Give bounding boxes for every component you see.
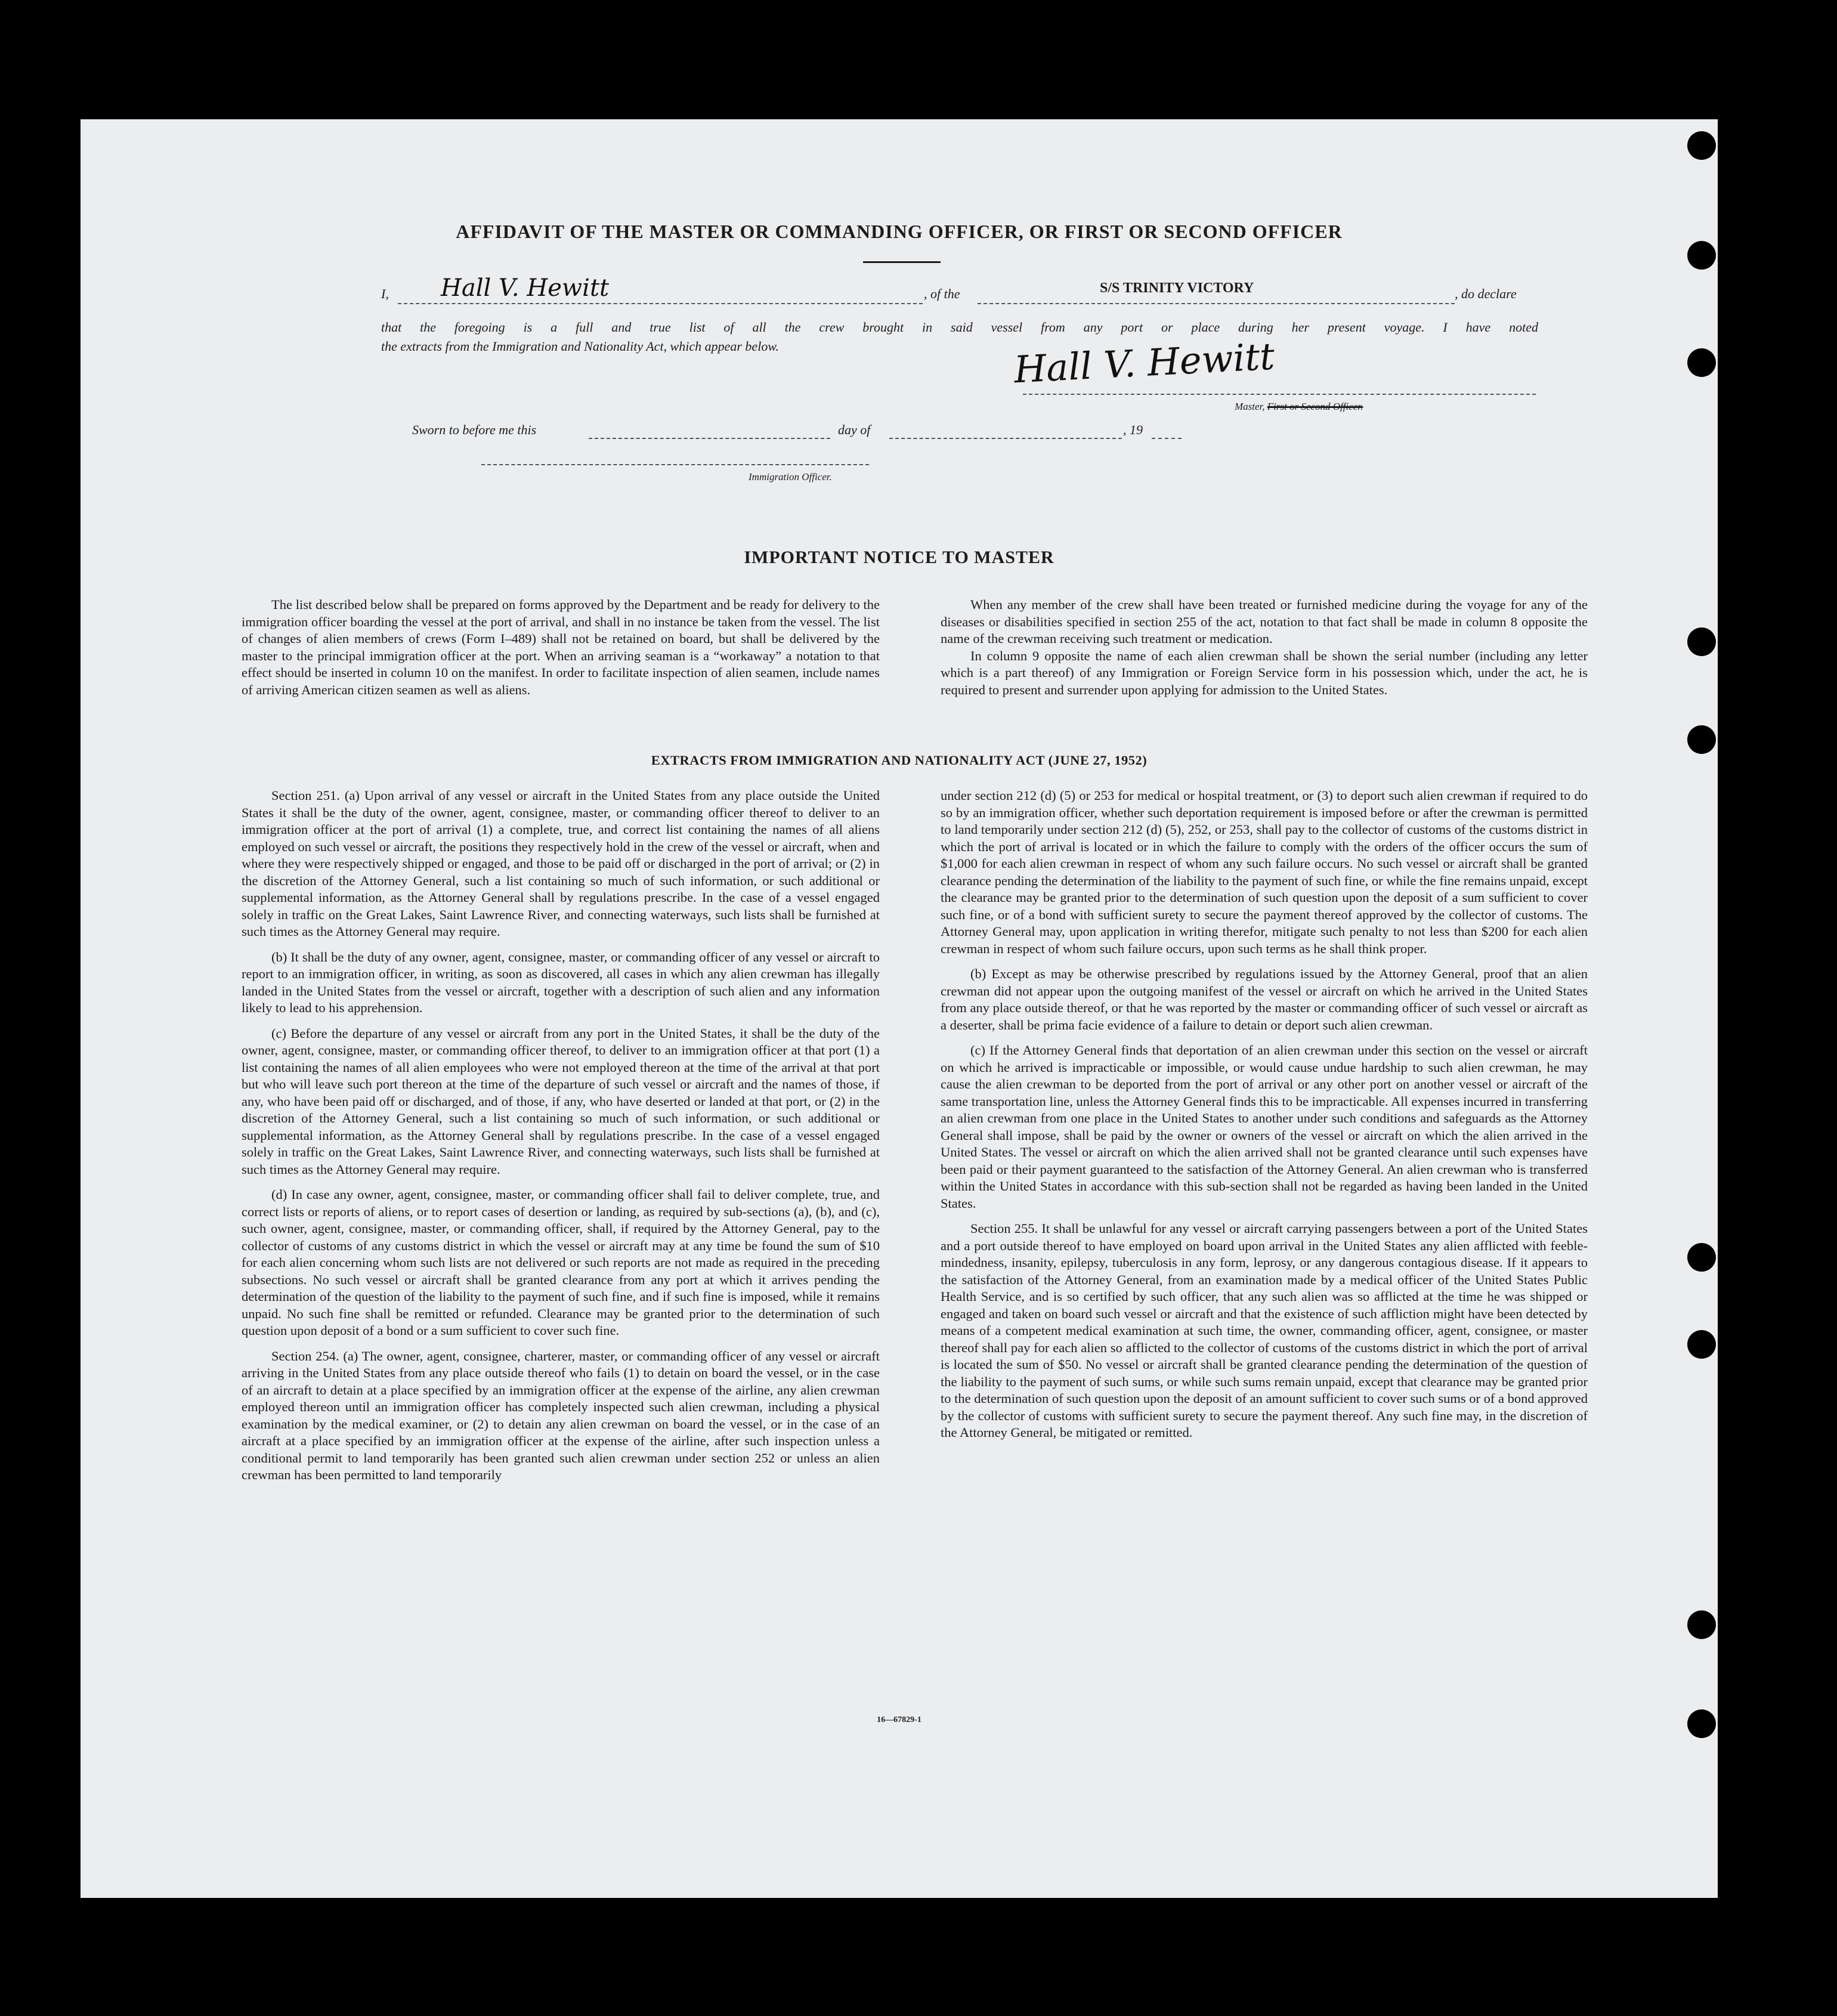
act-right-column <box>941 787 1588 1450</box>
act-paragraph: (b) Except as may be otherwise prescribed by regulations issued by the Attorney General, proof that an alien crewman did not appear upon the outgoing manifest of the vessel or aircraft on which he arrived in the United States from any place outside thereof, or that he was reported by the master or commanding officer of such vessel or aircraft as a deserter, shall be prima facie evidence of a failure to detain or deport such alien crewman. <box>941 966 1588 1032</box>
immigration-officer-label: Immigration Officer. <box>749 471 832 483</box>
declaration-text: that the foregoing is a full and true list of all the crew brought in said vessel from any port or place during her present voyage. I have noted <box>381 320 1538 335</box>
act-paragraph: (c) Before the departure of any vessel or aircraft from any port in the United States, it shall be the duty of the owner, agent, consignee, master, or commanding officer thereof, to deliver to an immigration officer at that port (1) a list containing the names of all alien employees who were not employed thereon at the time of the arrival at that port but who will leave such port thereon at the time of the departure of such vessel or aircraft and the names of those, if any, who have been paid off or discharged, and of those, if any, who have deserted or landed at that port, or (2) in the discretion of the Attorney General, such a list containing so much of such information, or such additional or supplemental information, as the Attorney General shall by regulations prescribe. In the case of a vessel engaged solely in traffic on the Great Lakes, Saint Lawrence River, and connecting waterways, such lists shall be furnished at such times as the Attorney General may require. <box>242 1025 880 1177</box>
immigration-officer-line <box>481 464 869 465</box>
binder-hole <box>1687 1330 1716 1359</box>
sworn-label: Sworn to before me this <box>412 422 537 437</box>
act-paragraph: (c) If the Attorney General finds that deportation of an alien crewman under this section on the vessel or aircraft on which he arrived is impracticable or impossible, or would cause undue hardship to such alien crewman, he may cause the alien crewman to be deported from the port of arrival or any other port on another vessel or aircraft of the same transportation line, unless the Attorney General finds this to be impracticable. All expenses incurred in transferring an alien crewman from one place in the United States to another under such conditions and safeguards as the Attorney General shall impose, shall be paid by the owner or owners of the vessel or aircraft on which the alien arrived in the United States. The vessel or aircraft on which the alien arrived shall not be granted clearance until such expenses have been paid or their payment guaranteed to the satisfaction of the Attorney General. An alien crewman who is transferred within the United States in accordance with this sub-section shall not be regarded as having been landed in the United States. <box>941 1043 1588 1211</box>
act-left-column <box>242 787 880 1492</box>
master-signature-line <box>1023 381 1536 395</box>
sworn-year-blank <box>1152 422 1182 439</box>
notice-title: IMPORTANT NOTICE TO MASTER <box>744 548 1054 567</box>
declaration-line <box>381 274 1538 305</box>
notice-right-column <box>941 596 1588 707</box>
binder-hole <box>1687 725 1716 754</box>
binder-hole <box>1687 131 1716 160</box>
master-title: Master, <box>1235 401 1265 412</box>
do-declare-label: , do declare <box>1455 286 1517 301</box>
binder-hole <box>1687 1243 1716 1272</box>
day-of-label: day of <box>838 422 871 437</box>
act-paragraph: Section 254. (a) The owner, agent, consignee, charterer, master, or commanding officer of any vessel or aircraft arriving in the United States from any place outside thereof who fails (1) to detain on board the vessel, or in the case of an aircraft to detain at a place specified by an immigration officer at the expense of the airline, any alien crewman employed thereon until an immigration officer has completely inspected such alien crewman, including a physical examination by the medical examiner, or (2) to detain any alien crewman on board the vessel, or in the case of an aircraft at a place specified by an immigration officer at the expense of the airline, after such inspection unless a conditional permit to land temporarily has been granted such alien crewman under section 252 or unless an alien crewman has been permitted to land temporarily <box>242 1348 880 1482</box>
sworn-row <box>412 422 1247 446</box>
sworn-month-blank <box>889 422 1122 439</box>
year-label: , 19 <box>1123 422 1143 437</box>
master-label <box>1235 401 1363 413</box>
binder-hole <box>1687 348 1716 377</box>
of-the-label: , of the <box>924 286 960 301</box>
notice-left-column <box>242 596 880 707</box>
declaration-text-2: the extracts from the Immigration and Nationality Act, which appear below. <box>381 339 779 354</box>
affidavit-title: AFFIDAVIT OF THE MASTER OR COMMANDING OFFICER, OR FIRST OR SECOND OFFICER <box>456 221 1343 242</box>
notice-paragraph: When any member of the crew shall have been treated or furnished medicine during the voyage for any of the diseases or disabilities specified in section 255 of the act, notation to that fact shall be made in column 8 opposite the name of the crewman receiving such treatment or medication. <box>941 597 1588 646</box>
act-paragraph: (b) It shall be the duty of any owner, agent, consignee, master, or commanding officer of any vessel or aircraft to report to an immigration officer, in writing, as soon as discovered, all cases in which any alien crewman has illegally landed in the United States from the vessel or aircraft, together with a description of such alien and any information likely to lead to his apprehension. <box>242 949 880 1015</box>
title-divider <box>863 261 941 263</box>
struck-officer-title: First or Second Officer. <box>1267 401 1363 412</box>
extracts-title: EXTRACTS FROM IMMIGRATION AND NATIONALITY ACT (JUNE 27, 1952) <box>651 753 1148 768</box>
binder-hole <box>1687 241 1716 270</box>
declarant-signature: Hall V. Hewitt <box>441 274 610 302</box>
act-paragraph: Section 251. (a) Upon arrival of any vessel or aircraft in the United States from any place outside the United States it shall be the duty of the owner, agent, consignee, master, or commanding officer thereof to deliver to an immigration officer at the port of arrival (1) a complete, true, and correct list containing the names of all aliens employed on such vessel or aircraft, the positions they respectively hold in the crew of the vessel or aircraft, when and where they were respectively shipped or engaged, and those to be paid off or discharged in the port of arrival; or (2) in the discretion of the Attorney General, such a list containing so much of such information, or such additional or supplemental information, as the Attorney General shall by regulations prescribe. In the case of a vessel engaged solely in traffic on the Great Lakes, Saint Lawrence River, and connecting waterways, such lists shall be furnished at such times as the Attorney General may require. <box>242 788 880 939</box>
binder-hole <box>1687 627 1716 656</box>
act-paragraph: (d) In case any owner, agent, consignee, master, or commanding officer shall fail to deliver complete, true, and correct lists or reports of aliens, or to report cases of desertion or landing, as required by sub-sections (a), (b), and (c), such owner, agent, consignee, master, or commanding officer, shall, if required by the Attorney General, pay to the collector of customs of any customs district in which the vessel or aircraft may at any time be found the sum of $10 for each alien concerning whom such lists are not delivered or such reports are not made as required in the preceding subsections. No such vessel or aircraft shall be granted clearance from any port at which it arrives pending the determination of the question of the liability to the payment of such fine, and if such fine is imposed, while it remains unpaid. No such fine shall be remitted or refunded. Clearance may be granted prior to the determination of such question upon deposit of a bond or a sum sufficient to cover such fine. <box>242 1187 880 1338</box>
master-signature: Hall V. Hewitt <box>1013 334 1276 392</box>
binder-hole <box>1687 1610 1716 1639</box>
sworn-day-blank <box>589 422 830 439</box>
act-paragraph: under section 212 (d) (5) or 253 for medical or hospital treatment, or (3) to deport such alien crewman if required to do so by an immigration officer, whether such deportation requirement is imposed before or after the crewman is permitted to land temporarily under section 212 (d) (5), 252, or 253, shall pay to the collector of customs of the customs district in which the port of arrival is located or in which the failure to comply with the orders of the officer occurs the sum of $1,000 for each alien crewman in respect of whom any such failure occurs. No such vessel or aircraft shall be granted clearance pending the determination of the liability to the payment of such fine, or while the fine remains unpaid, except the clearance may be granted prior to the determination of such question upon the deposit of a sum sufficient to cover such fine, or of a bond with sufficient surety to secure the payment thereof approved by the collector of customs. The Attorney General may, upon application in writing therefor, mitigate such penalty to not less than $200 for each alien crewman in respect of whom such failure occurs, upon such terms as he shall think proper. <box>941 788 1588 956</box>
notice-paragraph: The list described below shall be prepared on forms approved by the Department and be ready for delivery to the immigration officer boarding the vessel at the port of arrival, and shall in no instance be taken from the vessel. The list of changes of alien members of crews (Form I–489) shall not be retained on board, but shall be delivered by the master to the principal immigration officer at the port. When an arriving seaman is a “workaway” a notation to that effect should be inserted in column 10 on the manifest. In order to facilitate inspection of alien seamen, include names of arriving American citizen seamen as well as aliens. <box>242 597 880 697</box>
act-paragraph: Section 255. It shall be unlawful for any vessel or aircraft carrying passengers between a port of the United States and a port outside thereof to have employed on board upon arrival in the United States any alien afflicted with feeble-mindedness, insanity, epilepsy, tuberculosis in any form, leprosy, or any dangerous contagious disease. If it appears to the satisfaction of the Attorney General, from an examination made by a medical officer of the United States Public Health Service, and is so certified by such officer, that any such alien was so afflicted at the time he was shipped or engaged and taken on board such vessel or aircraft and that the existence of such affliction might have been detected by means of a competent medical examination at such time, the owner, commanding officer, agent, consignee, or master thereof shall pay for each alien so afflicted to the collector of customs of the customs district in which the port of arrival is located the sum of $50. No vessel or aircraft shall be granted clearance pending the determination of the question of the liability to the payment of such sums, or while such sums remain unpaid, except that clearance may be granted prior to the determination of such question upon the deposit of an amount sufficient to cover such sums or of a bond approved by the collector of customs with sufficient surety to secure the payment thereof. Any such fine may, in the discretion of the Attorney General, be mitigated or remitted. <box>941 1221 1588 1440</box>
notice-paragraph: In column 9 opposite the name of each alien crewman shall be shown the serial number (including any letter which is a part thereof) of any Immigration or Foreign Service form in his possession which, under the act, he is required to present and surrender upon applying for admission to the United States. <box>941 648 1588 697</box>
form-number: 16—67829-1 <box>877 1715 921 1724</box>
vessel-name: S/S TRINITY VICTORY <box>1100 280 1254 296</box>
i-label: I, <box>381 286 389 301</box>
document-sheet <box>81 119 1718 1898</box>
